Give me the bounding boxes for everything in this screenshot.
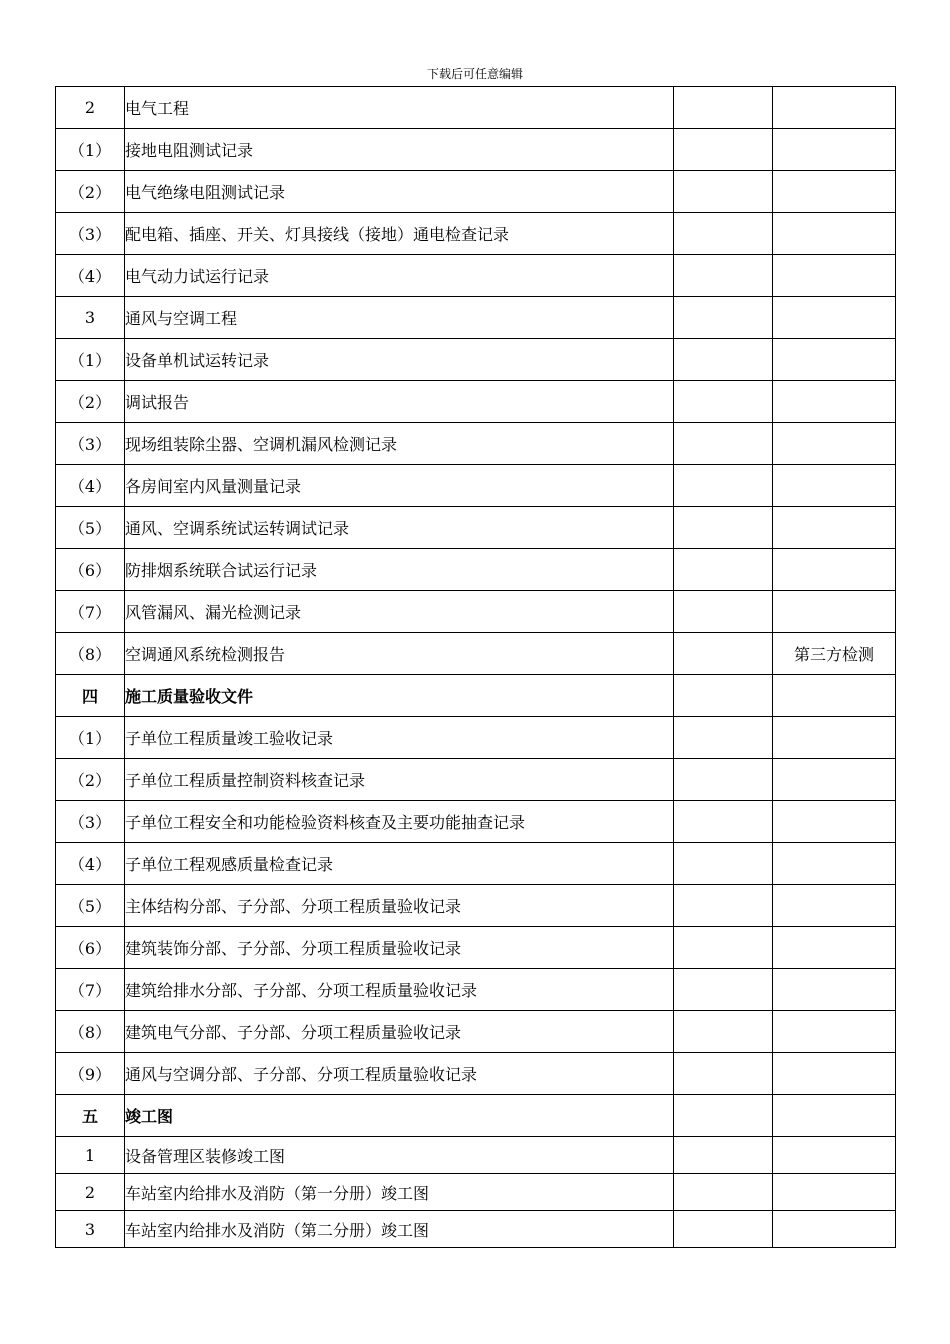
- row-blank-cell: [674, 969, 773, 1011]
- row-item-name: 电气工程: [125, 87, 674, 129]
- table-row: [56, 633, 896, 675]
- row-blank-cell: [674, 843, 773, 885]
- row-remark: [773, 1137, 896, 1174]
- row-remark: [773, 171, 896, 213]
- row-remark: [773, 759, 896, 801]
- table-row: [56, 969, 896, 1011]
- row-blank-cell: [674, 1174, 773, 1211]
- row-number: （3）: [56, 801, 125, 843]
- row-number: （4）: [56, 465, 125, 507]
- row-number: （7）: [56, 969, 125, 1011]
- table-row: [56, 381, 896, 423]
- table-row: [56, 675, 896, 717]
- table-row: [56, 171, 896, 213]
- table-row: [56, 1011, 896, 1053]
- row-remark: [773, 507, 896, 549]
- row-number: （9）: [56, 1053, 125, 1095]
- row-remark: [773, 129, 896, 171]
- table-row: [56, 549, 896, 591]
- table-row: [56, 843, 896, 885]
- table-row: [56, 87, 896, 129]
- row-number: （1）: [56, 717, 125, 759]
- row-item-name: 通风与空调分部、子分部、分项工程质量验收记录: [125, 1053, 674, 1095]
- row-number: （3）: [56, 423, 125, 465]
- row-blank-cell: [674, 213, 773, 255]
- table-row: [56, 759, 896, 801]
- row-blank-cell: [674, 1211, 773, 1248]
- row-number: （8）: [56, 633, 125, 675]
- table-row: [56, 801, 896, 843]
- row-item-name: 子单位工程质量竣工验收记录: [125, 717, 674, 759]
- row-blank-cell: [674, 465, 773, 507]
- row-item-name: 电气动力试运行记录: [125, 255, 674, 297]
- row-item-name: 主体结构分部、子分部、分项工程质量验收记录: [125, 885, 674, 927]
- row-item-name: 风管漏风、漏光检测记录: [125, 591, 674, 633]
- row-item-name: 施工质量验收文件: [125, 675, 674, 717]
- row-number: 五: [56, 1095, 125, 1137]
- table-row: [56, 1174, 896, 1211]
- row-item-name: 子单位工程安全和功能检验资料核查及主要功能抽查记录: [125, 801, 674, 843]
- row-blank-cell: [674, 1095, 773, 1137]
- row-number: 3: [56, 297, 125, 339]
- row-number: （6）: [56, 927, 125, 969]
- row-remark: [773, 1053, 896, 1095]
- row-item-name: 各房间室内风量测量记录: [125, 465, 674, 507]
- row-number: （5）: [56, 885, 125, 927]
- row-item-name: 防排烟系统联合试运行记录: [125, 549, 674, 591]
- row-number: （8）: [56, 1011, 125, 1053]
- row-number: （1）: [56, 129, 125, 171]
- row-blank-cell: [674, 297, 773, 339]
- row-remark: [773, 843, 896, 885]
- row-remark: [773, 1095, 896, 1137]
- row-number: （6）: [56, 549, 125, 591]
- row-item-name: 接地电阻测试记录: [125, 129, 674, 171]
- row-item-name: 车站室内给排水及消防（第一分册）竣工图: [125, 1174, 674, 1211]
- row-item-name: 现场组装除尘器、空调机漏风检测记录: [125, 423, 674, 465]
- row-item-name: 设备单机试运转记录: [125, 339, 674, 381]
- row-item-name: 设备管理区装修竣工图: [125, 1137, 674, 1174]
- row-blank-cell: [674, 381, 773, 423]
- row-blank-cell: [674, 1011, 773, 1053]
- row-remark: [773, 969, 896, 1011]
- row-remark: [773, 339, 896, 381]
- table-row: [56, 1211, 896, 1248]
- table-row: [56, 255, 896, 297]
- row-item-name: 通风与空调工程: [125, 297, 674, 339]
- table-body: [56, 87, 896, 1248]
- table-row: [56, 927, 896, 969]
- row-blank-cell: [674, 675, 773, 717]
- row-remark: [773, 423, 896, 465]
- row-remark: [773, 1211, 896, 1248]
- row-number: （1）: [56, 339, 125, 381]
- row-item-name: 建筑电气分部、子分部、分项工程质量验收记录: [125, 1011, 674, 1053]
- row-number: （4）: [56, 255, 125, 297]
- row-item-name: 调试报告: [125, 381, 674, 423]
- row-blank-cell: [674, 87, 773, 129]
- row-number: （4）: [56, 843, 125, 885]
- row-item-name: 电气绝缘电阻测试记录: [125, 171, 674, 213]
- row-blank-cell: [674, 633, 773, 675]
- row-item-name: 通风、空调系统试运转调试记录: [125, 507, 674, 549]
- table-row: [56, 129, 896, 171]
- row-remark: [773, 297, 896, 339]
- row-blank-cell: [674, 171, 773, 213]
- row-number: （7）: [56, 591, 125, 633]
- row-remark: [773, 213, 896, 255]
- row-blank-cell: [674, 129, 773, 171]
- row-blank-cell: [674, 759, 773, 801]
- row-number: 四: [56, 675, 125, 717]
- row-blank-cell: [674, 1137, 773, 1174]
- table-row: [56, 717, 896, 759]
- row-item-name: 车站室内给排水及消防（第二分册）竣工图: [125, 1211, 674, 1248]
- row-number: （5）: [56, 507, 125, 549]
- row-number: 1: [56, 1137, 125, 1174]
- row-blank-cell: [674, 1053, 773, 1095]
- row-remark: [773, 675, 896, 717]
- row-blank-cell: [674, 591, 773, 633]
- row-remark: [773, 717, 896, 759]
- row-remark: [773, 927, 896, 969]
- row-remark: [773, 255, 896, 297]
- row-item-name: 配电箱、插座、开关、灯具接线（接地）通电检查记录: [125, 213, 674, 255]
- page-header-note: 下载后可任意编辑: [426, 67, 523, 81]
- row-number: 3: [56, 1211, 125, 1248]
- row-blank-cell: [674, 549, 773, 591]
- row-item-name: 竣工图: [125, 1095, 674, 1137]
- row-number: （2）: [56, 759, 125, 801]
- table-row: [56, 885, 896, 927]
- row-remark: [773, 381, 896, 423]
- row-blank-cell: [674, 717, 773, 759]
- row-blank-cell: [674, 339, 773, 381]
- row-remark: [773, 549, 896, 591]
- row-blank-cell: [674, 255, 773, 297]
- row-number: （3）: [56, 213, 125, 255]
- table-row: [56, 1053, 896, 1095]
- row-remark: [773, 1011, 896, 1053]
- row-remark: [773, 87, 896, 129]
- row-item-name: 子单位工程质量控制资料核查记录: [125, 759, 674, 801]
- table-row: [56, 465, 896, 507]
- row-remark: [773, 465, 896, 507]
- row-blank-cell: [674, 927, 773, 969]
- row-number: 2: [56, 1174, 125, 1211]
- row-blank-cell: [674, 885, 773, 927]
- table-row: [56, 339, 896, 381]
- row-blank-cell: [674, 801, 773, 843]
- table-row: [56, 213, 896, 255]
- document-table: [55, 86, 896, 1248]
- table-row: [56, 1095, 896, 1137]
- row-blank-cell: [674, 423, 773, 465]
- row-blank-cell: [674, 507, 773, 549]
- row-number: （2）: [56, 381, 125, 423]
- row-number: 2: [56, 87, 125, 129]
- row-remark: [773, 1174, 896, 1211]
- row-number: （2）: [56, 171, 125, 213]
- row-remark: [773, 591, 896, 633]
- row-remark: 第三方检测: [773, 633, 896, 675]
- row-item-name: 空调通风系统检测报告: [125, 633, 674, 675]
- row-item-name: 建筑装饰分部、子分部、分项工程质量验收记录: [125, 927, 674, 969]
- row-remark: [773, 885, 896, 927]
- table-row: [56, 591, 896, 633]
- table-row: [56, 423, 896, 465]
- row-item-name: 子单位工程观感质量检查记录: [125, 843, 674, 885]
- table-row: [56, 507, 896, 549]
- table-row: [56, 1137, 896, 1174]
- table-row: [56, 297, 896, 339]
- row-remark: [773, 801, 896, 843]
- row-item-name: 建筑给排水分部、子分部、分项工程质量验收记录: [125, 969, 674, 1011]
